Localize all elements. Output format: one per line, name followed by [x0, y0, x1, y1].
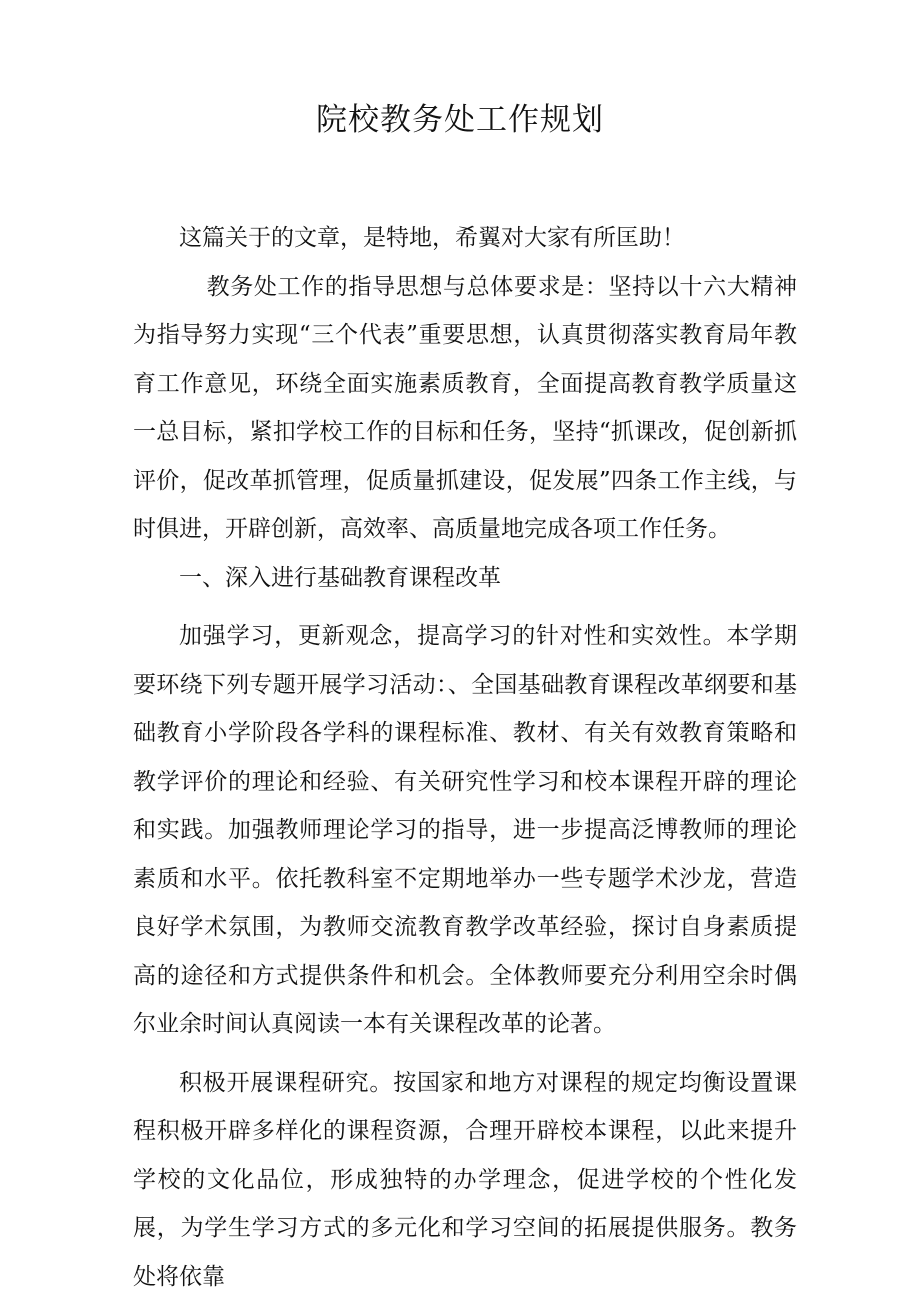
- curriculum-research-paragraph: 积极开展课程研究。按国家和地方对课程的规定均衡设置课程积极开辟多样化的课程资源，合理开辟校本课程，以此来提升学校的文化品位，形成独特的办学理念，促进学校的个性化发展，为学生学习方式的多元化和学习空间的拓展提供服务。教务处将依靠: [133, 1069, 797, 1290]
- study-paragraph: 加强学习，更新观念，提高学习的针对性和实效性。本学期要环绕下列专题开展学习活动：、全国基础教育课程改革纲要和基础教育小学阶段各学科的课程标准、教材、有关有效教育策略和教学评价的理论和经验、有关研究性学习和校本课程开辟的理论和实践。加强教师理论学习的指导，进一步提高泛博教师的理论素质和水平。依托教科室不定期地举办一些专题学术沙龙，营造良好学术氛围，为教师交流教育教学改革经验，探讨自身素质提高的途径和方式提供条件和机会。全体教师要充分利用空余时偶尔业余时间认真阅读一本有关课程改革的论著。: [133, 623, 797, 1037]
- guiding-principles-paragraph: 教务处工作的指导思想与总体要求是：坚持以十六大精神为指导努力实现“三个代表”重要思想，认真贯彻落实教育局年教育工作意见，环绕全面实施素质教育，全面提高教育教学质量这一总目标，紧扣学校工作的目标和任务，坚持“抓课改，促创新抓评价，促改革抓管理，促质量抓建设，促发展”四条工作主线，与时俱进，开辟创新，高效率、高质量地完成各项工作任务。: [133, 273, 797, 542]
- section-heading-1: 一、深入进行基础教育课程改革: [179, 564, 501, 591]
- intro-paragraph: 这篇关于的文章，是特地，希翼对大家有所匡助！: [179, 225, 685, 251]
- document-body: [133, 214, 797, 1301]
- document-title: 院校教务处工作规划: [316, 102, 604, 138]
